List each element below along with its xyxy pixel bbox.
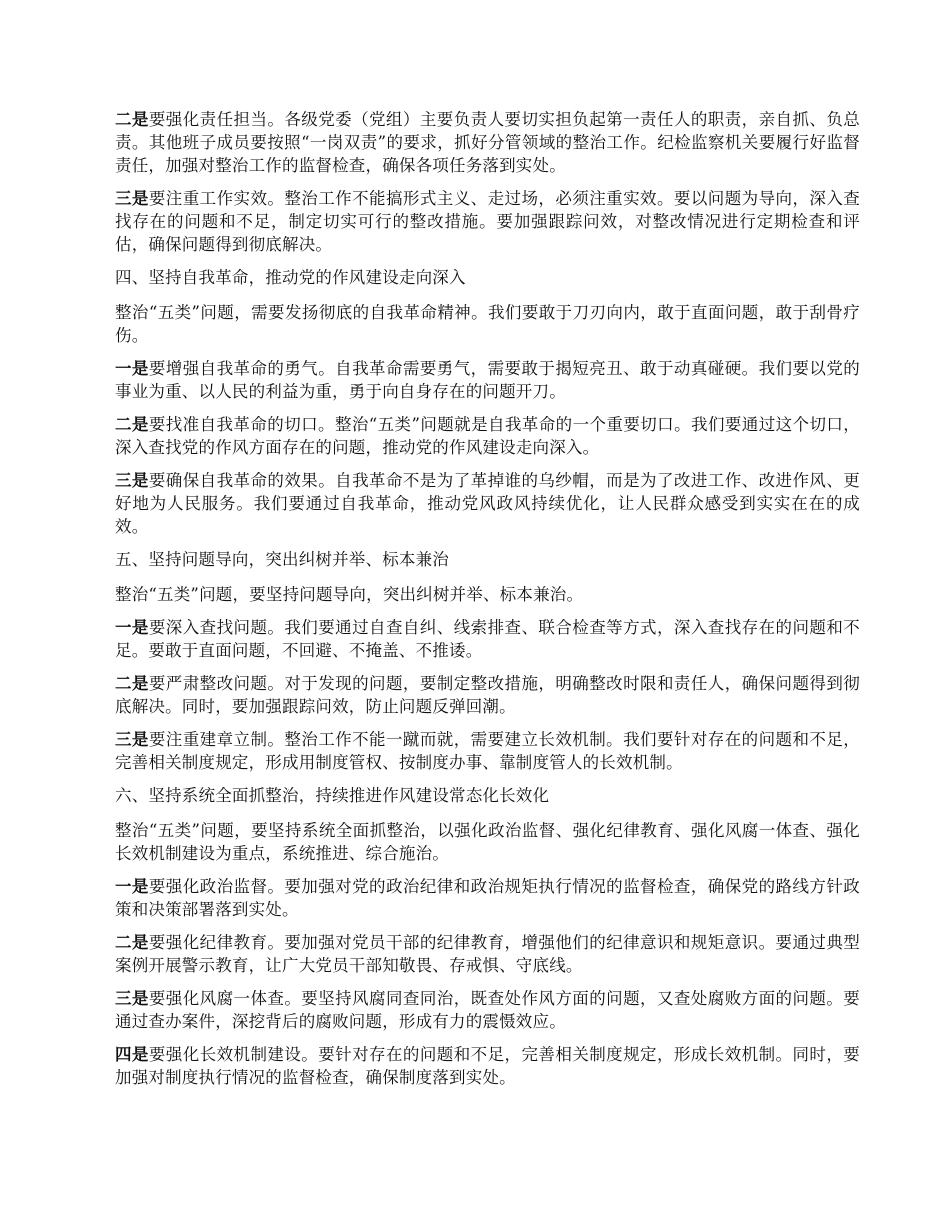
paragraph-lead: 三是 bbox=[115, 189, 149, 208]
paragraph bbox=[115, 357, 860, 403]
paragraph-text: 要确保自我革命的效果。自我革命不是为了革掉谁的乌纱帽，而是为了改进工作、改进作风、更好地为人民服务。我们要通过自我革命，推动党风政风持续优化，让人民群众感受到实实在在的成效。 bbox=[115, 471, 860, 536]
paragraph-text: 要注重建章立制。整治工作不能一蹴而就，需要建立长效机制。我们要针对存在的问题和不足，完善相关制度规定，形成用制度管权、按制度办事、靠制度管人的长效机制。 bbox=[115, 730, 860, 772]
paragraph bbox=[115, 728, 860, 774]
paragraph bbox=[115, 875, 860, 921]
paragraph-lead: 三是 bbox=[115, 730, 149, 749]
section-heading bbox=[115, 266, 860, 289]
paragraph-text: 要注重工作实效。整治工作不能搞形式主义、走过场，必须注重实效。要以问题为导向，深入查找存在的问题和不足，制定切实可行的整改措施。要加强跟踪问效，对整改情况进行定期检查和评估，确保问题得到彻底解决。 bbox=[115, 189, 860, 254]
paragraph-lead: 二是 bbox=[115, 415, 149, 434]
paragraph-lead: 一是 bbox=[115, 618, 149, 637]
paragraph bbox=[115, 469, 860, 538]
paragraph bbox=[115, 413, 860, 459]
paragraph-text: 要找准自我革命的切口。整治“五类”问题就是自我革命的一个重要切口。我们要通过这个切口，深入查找党的作风方面存在的问题，推动党的作风建设走向深入。 bbox=[115, 415, 860, 457]
paragraph-lead: 一是 bbox=[115, 877, 149, 896]
section-heading-text: 四、坚持自我革命，推动党的作风建设走向深入 bbox=[115, 268, 466, 287]
paragraph-lead: 三是 bbox=[115, 989, 149, 1008]
paragraph-text: 要强化责任担当。各级党委（党组）主要负责人要切实担负起第一责任人的职责，亲自抓、负总责。其他班子成员要按照“一岗双责”的要求，抓好分管领域的整治工作。纪检监察机关要履行好监督责任，加强对整治工作的监督检查，确保各项任务落到实处。 bbox=[115, 110, 860, 175]
section-heading-text: 六、坚持系统全面抓整治，持续推进作风建设常态化长效化 bbox=[115, 786, 550, 805]
section-heading-text: 五、坚持问题导向，突出纠树并举、标本兼治 bbox=[115, 550, 449, 569]
paragraph-lead: 二是 bbox=[115, 933, 149, 952]
paragraph bbox=[115, 931, 860, 977]
paragraph-text: 整治“五类”问题，需要发扬彻底的自我革命精神。我们要敢于刀刃向内，敢于直面问题，敢于刮骨疗伤。 bbox=[115, 303, 860, 345]
paragraph-text: 要增强自我革命的勇气。自我革命需要勇气，需要敢于揭短亮丑、敢于动真碰硬。我们要以党的事业为重、以人民的利益为重，勇于向自身存在的问题开刀。 bbox=[115, 359, 860, 401]
paragraph-text: 要强化纪律教育。要加强对党员干部的纪律教育，增强他们的纪律意识和规矩意识。要通过典型案例开展警示教育，让广大党员干部知敬畏、存戒惧、守底线。 bbox=[115, 933, 860, 975]
paragraph bbox=[115, 819, 860, 865]
paragraph bbox=[115, 987, 860, 1033]
paragraph bbox=[115, 616, 860, 662]
paragraph-lead: 三是 bbox=[115, 471, 149, 490]
section-heading bbox=[115, 548, 860, 571]
document-body bbox=[115, 108, 860, 1099]
section-heading bbox=[115, 784, 860, 807]
paragraph-lead: 一是 bbox=[115, 359, 149, 378]
paragraph-text: 要严肃整改问题。对于发现的问题，要制定整改措施，明确整改时限和责任人，确保问题得到彻底解决。同时，要加强跟踪问效，防止问题反弹回潮。 bbox=[115, 674, 860, 716]
paragraph bbox=[115, 672, 860, 718]
paragraph bbox=[115, 1043, 860, 1089]
paragraph bbox=[115, 108, 860, 177]
paragraph-lead: 四是 bbox=[115, 1045, 149, 1064]
paragraph-text: 要强化风腐一体查。要坚持风腐同查同治，既查处作风方面的问题，又查处腐败方面的问题。要通过查办案件，深挖背后的腐败问题，形成有力的震慑效应。 bbox=[115, 989, 860, 1031]
paragraph-text: 要强化长效机制建设。要针对存在的问题和不足，完善相关制度规定，形成长效机制。同时，要加强对制度执行情况的监督检查，确保制度落到实处。 bbox=[115, 1045, 860, 1087]
paragraph bbox=[115, 583, 860, 606]
paragraph-text: 要深入查找问题。我们要通过自查自纠、线索排查、联合检查等方式，深入查找存在的问题和不足。要敢于直面问题，不回避、不掩盖、不推诿。 bbox=[115, 618, 860, 660]
paragraph-text: 要强化政治监督。要加强对党的政治纪律和政治规矩执行情况的监督检查，确保党的路线方针政策和决策部署落到实处。 bbox=[115, 877, 860, 919]
paragraph bbox=[115, 187, 860, 256]
paragraph bbox=[115, 301, 860, 347]
paragraph-lead: 二是 bbox=[115, 674, 149, 693]
paragraph-text: 整治“五类”问题，要坚持系统全面抓整治，以强化政治监督、强化纪律教育、强化风腐一体查、强化长效机制建设为重点，系统推进、综合施治。 bbox=[115, 821, 860, 863]
paragraph-lead: 二是 bbox=[115, 110, 149, 129]
paragraph-text: 整治“五类”问题，要坚持问题导向，突出纠树并举、标本兼治。 bbox=[115, 585, 584, 604]
